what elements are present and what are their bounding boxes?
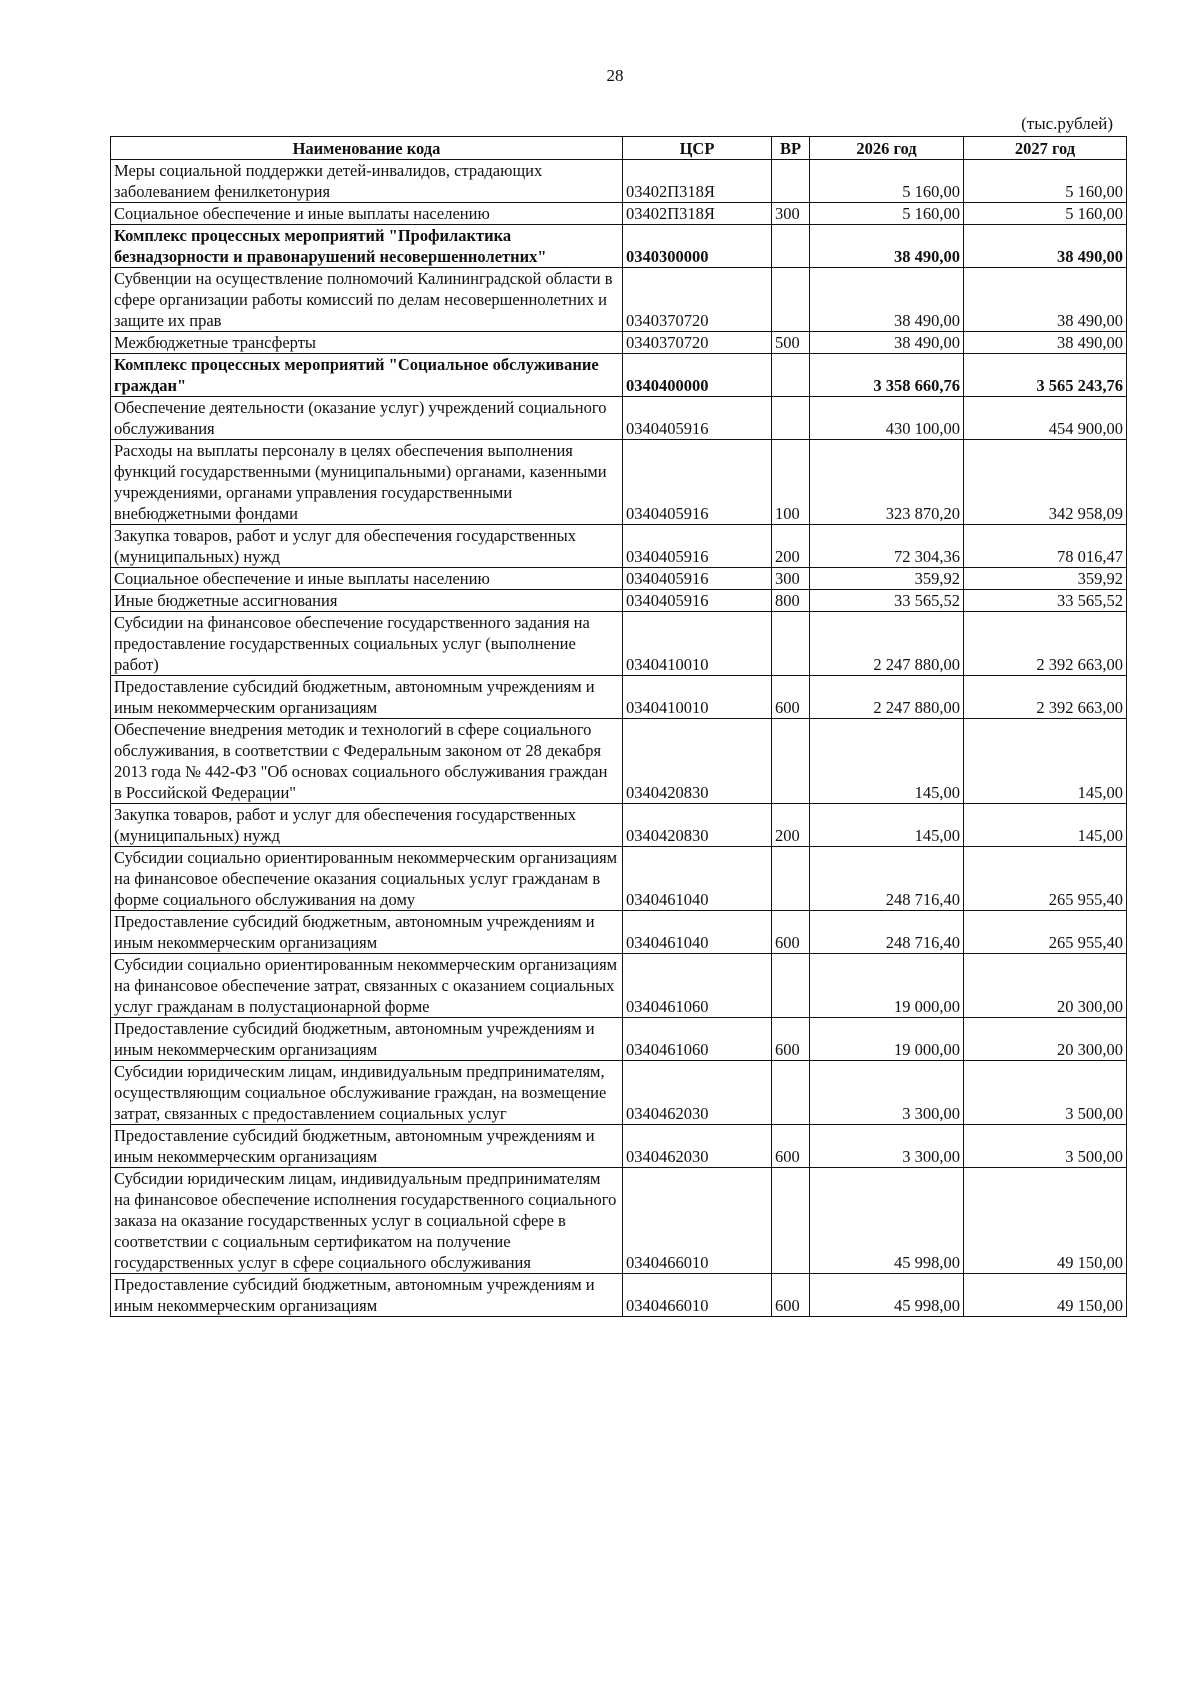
row-vr xyxy=(772,954,810,1018)
row-2026: 45 998,00 xyxy=(810,1168,964,1274)
row-name: Субсидии на финансовое обеспечение государственного задания на предоставление государственных социальных услуг (выполнение работ) xyxy=(111,612,623,676)
row-csr: 0340405916 xyxy=(623,397,772,440)
table-row xyxy=(111,1018,1127,1061)
row-vr: 600 xyxy=(772,911,810,954)
row-csr: 0340461060 xyxy=(623,954,772,1018)
row-2026: 38 490,00 xyxy=(810,225,964,268)
row-vr: 200 xyxy=(772,804,810,847)
row-2026: 5 160,00 xyxy=(810,160,964,203)
row-2027: 145,00 xyxy=(964,804,1127,847)
row-name: Иные бюджетные ассигнования xyxy=(111,590,623,612)
row-csr: 0340300000 xyxy=(623,225,772,268)
row-2027: 359,92 xyxy=(964,568,1127,590)
row-name: Расходы на выплаты персоналу в целях обеспечения выполнения функций государственными (муниципальными) органами, казенными учреждениями, органами управления государственными внебюджетными фондами xyxy=(111,440,623,525)
row-vr xyxy=(772,225,810,268)
row-2027: 78 016,47 xyxy=(964,525,1127,568)
row-vr: 100 xyxy=(772,440,810,525)
table-row xyxy=(111,440,1127,525)
row-csr: 0340466010 xyxy=(623,1274,772,1317)
row-name: Субвенции на осуществление полномочий Калининградской области в сфере организации работы комиссий по делам несовершеннолетних и защите их прав xyxy=(111,268,623,332)
table-row xyxy=(111,397,1127,440)
row-2026: 359,92 xyxy=(810,568,964,590)
row-2027: 2 392 663,00 xyxy=(964,612,1127,676)
row-name: Субсидии юридическим лицам, индивидуальным предпринимателям на финансовое обеспечение исполнения государственного социального заказа на оказание государственных услуг в социальной сфере в соответствии с социальным сертификатом на получение государственных услуг в сфере социального обслуживания xyxy=(111,1168,623,1274)
row-csr: 0340370720 xyxy=(623,268,772,332)
row-name: Предоставление субсидий бюджетным, автономным учреждениям и иным некоммерческим организациям xyxy=(111,676,623,719)
row-name: Предоставление субсидий бюджетным, автономным учреждениям и иным некоммерческим организациям xyxy=(111,1018,623,1061)
table-row xyxy=(111,911,1127,954)
table-row xyxy=(111,160,1127,203)
row-2026: 145,00 xyxy=(810,804,964,847)
row-name: Межбюджетные трансферты xyxy=(111,332,623,354)
row-vr: 300 xyxy=(772,203,810,225)
row-csr: 0340462030 xyxy=(623,1125,772,1168)
row-vr xyxy=(772,1168,810,1274)
row-2026: 33 565,52 xyxy=(810,590,964,612)
row-2026: 2 247 880,00 xyxy=(810,612,964,676)
row-2027: 33 565,52 xyxy=(964,590,1127,612)
row-name: Предоставление субсидий бюджетным, автономным учреждениям и иным некоммерческим организациям xyxy=(111,911,623,954)
row-2027: 5 160,00 xyxy=(964,160,1127,203)
row-csr: 0340420830 xyxy=(623,719,772,804)
header-csr: ЦСР xyxy=(623,137,772,160)
row-name: Социальное обеспечение и иные выплаты населению xyxy=(111,568,623,590)
row-name: Предоставление субсидий бюджетным, автономным учреждениям и иным некоммерческим организациям xyxy=(111,1125,623,1168)
row-2026: 19 000,00 xyxy=(810,954,964,1018)
row-2027: 20 300,00 xyxy=(964,954,1127,1018)
row-name: Обеспечение деятельности (оказание услуг) учреждений социального обслуживания xyxy=(111,397,623,440)
row-name: Субсидии социально ориентированным некоммерческим организациям на финансовое обеспечение затрат, связанных с оказанием социальных услуг гражданам в полустационарной форме xyxy=(111,954,623,1018)
row-vr xyxy=(772,354,810,397)
row-2027: 38 490,00 xyxy=(964,332,1127,354)
row-2026: 248 716,40 xyxy=(810,847,964,911)
row-name: Комплекс процессных мероприятий "Социальное обслуживание граждан" xyxy=(111,354,623,397)
row-vr: 600 xyxy=(772,676,810,719)
header-vr: ВР xyxy=(772,137,810,160)
row-vr xyxy=(772,847,810,911)
table-row xyxy=(111,676,1127,719)
row-2027: 145,00 xyxy=(964,719,1127,804)
header-2027: 2027 год xyxy=(964,137,1127,160)
table-row xyxy=(111,1168,1127,1274)
row-csr: 0340410010 xyxy=(623,612,772,676)
header-name: Наименование кода xyxy=(111,137,623,160)
table-header-row xyxy=(111,137,1127,160)
table-row xyxy=(111,719,1127,804)
row-csr: 0340462030 xyxy=(623,1061,772,1125)
row-csr: 0340461040 xyxy=(623,911,772,954)
row-2027: 3 565 243,76 xyxy=(964,354,1127,397)
row-csr: 03402П318Я xyxy=(623,203,772,225)
row-vr xyxy=(772,612,810,676)
row-vr: 800 xyxy=(772,590,810,612)
table-row xyxy=(111,1274,1127,1317)
row-2027: 454 900,00 xyxy=(964,397,1127,440)
row-name: Обеспечение внедрения методик и технологий в сфере социального обслуживания, в соответствии с Федеральным законом от 28 декабря 2013 года № 442-ФЗ "Об основах социального обслуживания граждан в Российской Федерации" xyxy=(111,719,623,804)
row-vr xyxy=(772,719,810,804)
table-row xyxy=(111,225,1127,268)
budget-table xyxy=(110,136,1127,1317)
row-vr xyxy=(772,268,810,332)
row-2027: 342 958,09 xyxy=(964,440,1127,525)
row-2026: 38 490,00 xyxy=(810,332,964,354)
row-csr: 0340461040 xyxy=(623,847,772,911)
row-2026: 3 358 660,76 xyxy=(810,354,964,397)
row-2027: 20 300,00 xyxy=(964,1018,1127,1061)
row-name: Субсидии социально ориентированным некоммерческим организациям на финансовое обеспечение оказания социальных услуг гражданам в форме социального обслуживания на дому xyxy=(111,847,623,911)
row-vr: 600 xyxy=(772,1125,810,1168)
row-name: Закупка товаров, работ и услуг для обеспечения государственных (муниципальных) нужд xyxy=(111,804,623,847)
table-row xyxy=(111,1061,1127,1125)
row-2027: 38 490,00 xyxy=(964,268,1127,332)
row-csr: 0340405916 xyxy=(623,568,772,590)
row-2026: 2 247 880,00 xyxy=(810,676,964,719)
row-vr: 600 xyxy=(772,1018,810,1061)
row-vr xyxy=(772,397,810,440)
row-csr: 0340466010 xyxy=(623,1168,772,1274)
row-name: Предоставление субсидий бюджетным, автономным учреждениям и иным некоммерческим организациям xyxy=(111,1274,623,1317)
row-name: Социальное обеспечение и иные выплаты населению xyxy=(111,203,623,225)
row-csr: 0340420830 xyxy=(623,804,772,847)
row-vr: 600 xyxy=(772,1274,810,1317)
row-2027: 49 150,00 xyxy=(964,1168,1127,1274)
table-row xyxy=(111,612,1127,676)
row-2026: 145,00 xyxy=(810,719,964,804)
row-2027: 5 160,00 xyxy=(964,203,1127,225)
row-name: Субсидии юридическим лицам, индивидуальным предпринимателям, осуществляющим социальное обслуживание граждан, на возмещение затрат, связанных с предоставлением социальных услуг xyxy=(111,1061,623,1125)
row-vr: 200 xyxy=(772,525,810,568)
table-row xyxy=(111,268,1127,332)
row-csr: 0340405916 xyxy=(623,440,772,525)
table-row xyxy=(111,1125,1127,1168)
row-2026: 248 716,40 xyxy=(810,911,964,954)
row-name: Закупка товаров, работ и услуг для обеспечения государственных (муниципальных) нужд xyxy=(111,525,623,568)
row-2027: 49 150,00 xyxy=(964,1274,1127,1317)
row-vr: 500 xyxy=(772,332,810,354)
row-2027: 3 500,00 xyxy=(964,1125,1127,1168)
table-row xyxy=(111,332,1127,354)
units-note: (тыс.рублей) xyxy=(1021,114,1113,133)
row-2026: 72 304,36 xyxy=(810,525,964,568)
row-vr: 300 xyxy=(772,568,810,590)
row-csr: 0340410010 xyxy=(623,676,772,719)
row-2026: 430 100,00 xyxy=(810,397,964,440)
table-row xyxy=(111,568,1127,590)
row-name: Меры социальной поддержки детей-инвалидов, страдающих заболеванием фенилкетонурия xyxy=(111,160,623,203)
row-2027: 2 392 663,00 xyxy=(964,676,1127,719)
header-2026: 2026 год xyxy=(810,137,964,160)
row-csr: 0340405916 xyxy=(623,590,772,612)
table-row xyxy=(111,525,1127,568)
row-vr xyxy=(772,1061,810,1125)
table-row xyxy=(111,954,1127,1018)
table-row xyxy=(111,203,1127,225)
table-row xyxy=(111,590,1127,612)
row-2026: 323 870,20 xyxy=(810,440,964,525)
table-row xyxy=(111,354,1127,397)
row-2026: 19 000,00 xyxy=(810,1018,964,1061)
row-2026: 5 160,00 xyxy=(810,203,964,225)
row-2026: 3 300,00 xyxy=(810,1125,964,1168)
row-vr xyxy=(772,160,810,203)
table-row xyxy=(111,847,1127,911)
row-2026: 3 300,00 xyxy=(810,1061,964,1125)
page-number: 28 xyxy=(606,66,624,85)
row-2026: 38 490,00 xyxy=(810,268,964,332)
row-csr: 0340461060 xyxy=(623,1018,772,1061)
row-2027: 265 955,40 xyxy=(964,847,1127,911)
row-2027: 38 490,00 xyxy=(964,225,1127,268)
row-csr: 0340400000 xyxy=(623,354,772,397)
table-row xyxy=(111,804,1127,847)
row-csr: 0340370720 xyxy=(623,332,772,354)
row-2026: 45 998,00 xyxy=(810,1274,964,1317)
row-csr: 03402П318Я xyxy=(623,160,772,203)
row-2027: 265 955,40 xyxy=(964,911,1127,954)
row-csr: 0340405916 xyxy=(623,525,772,568)
row-name: Комплекс процессных мероприятий "Профилактика безнадзорности и правонарушений несовершеннолетних" xyxy=(111,225,623,268)
row-2027: 3 500,00 xyxy=(964,1061,1127,1125)
